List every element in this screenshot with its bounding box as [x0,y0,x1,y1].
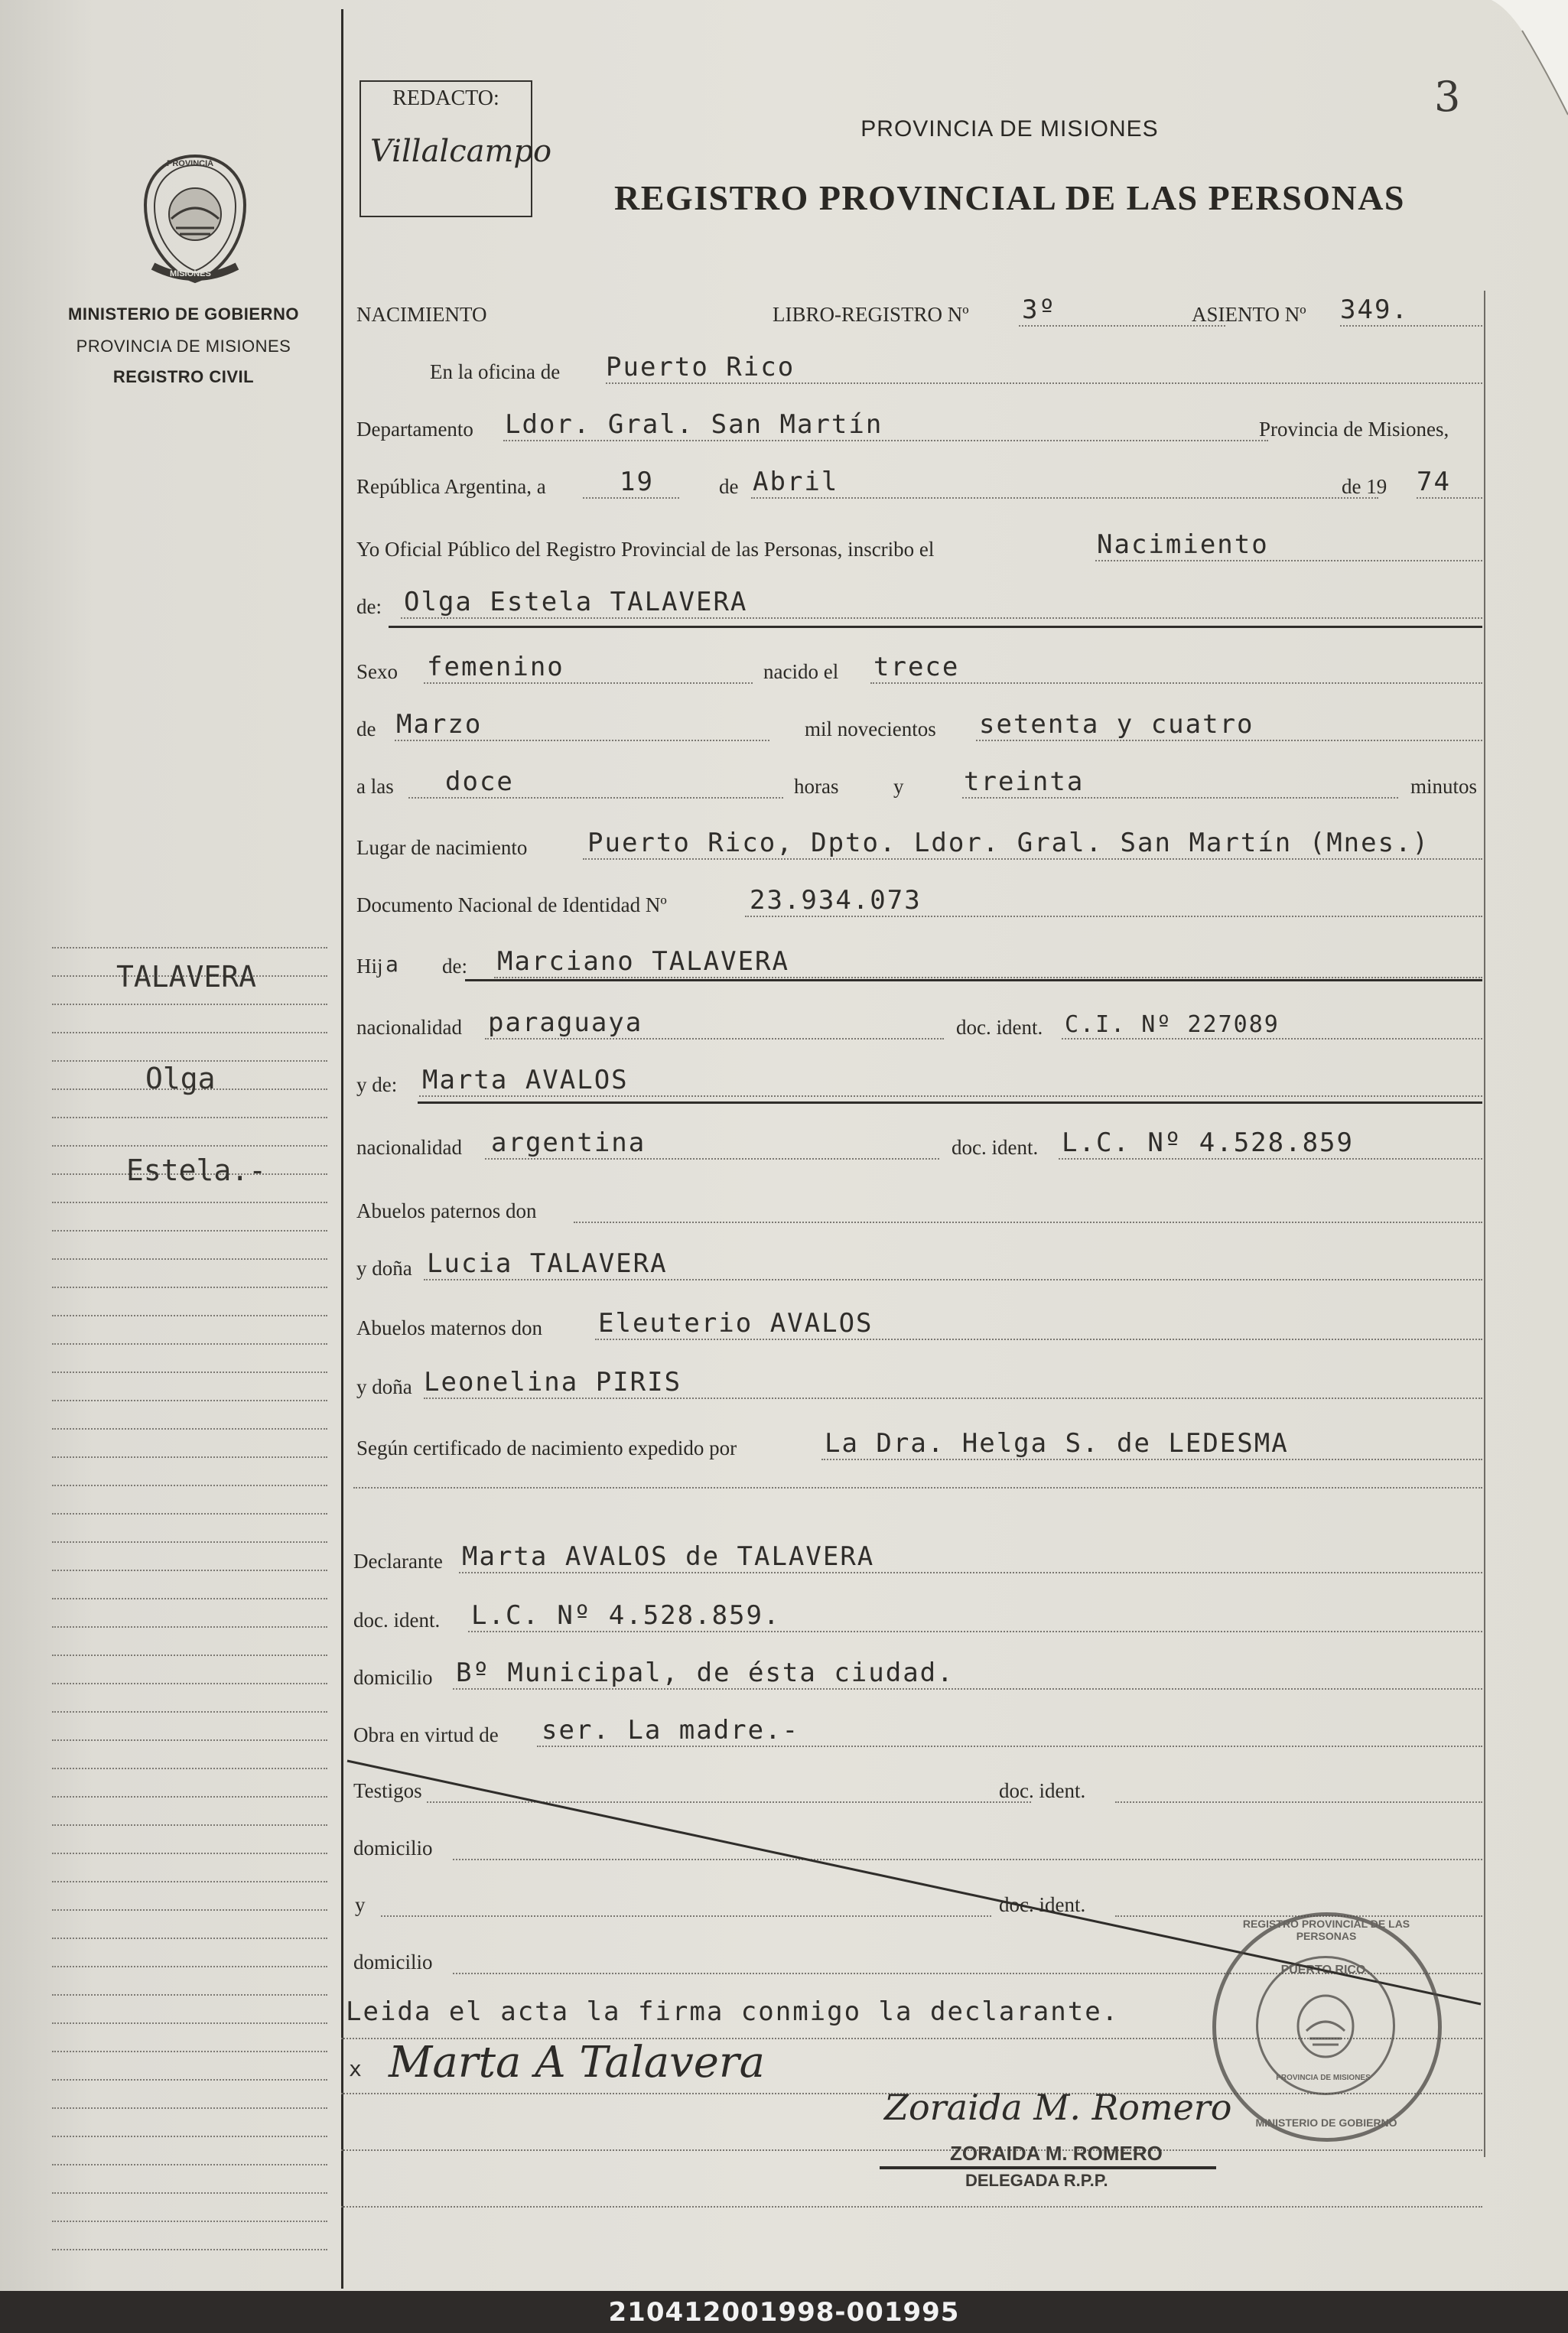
dotted-line [751,497,1378,499]
declarante-doc-value: L.C. Nº 4.528.859. [471,1600,781,1631]
officer-title: DELEGADA R.P.P. [965,2171,1108,2190]
dotted-line [1095,560,1482,561]
margin-line [52,1626,327,1628]
margin-line [52,1541,327,1543]
inscribo-value: Nacimiento [1097,529,1269,560]
row-nacimiento [353,293,1485,331]
leida-text: Leida el acta la firma conmigo la declarante. [346,1996,1120,2027]
row-obra [353,1713,1485,1752]
lugar-label: Lugar de nacimiento [356,836,528,859]
minutos-value: treinta [964,766,1085,797]
padre-nacionalidad-value: paraguaya [488,1007,643,1038]
mes-nacimiento-value: Marzo [396,709,483,740]
margin-line [52,2051,327,2052]
margin-line [52,1598,327,1599]
dotted-line [537,1746,1482,1747]
margin-line [52,1145,327,1147]
testigos-label: Testigos [353,1779,422,1802]
redacto-signature: Villalcampo [370,134,552,169]
row-persona [353,585,1485,623]
stamp-emblem-icon [1293,1991,1358,2061]
dotted-line [821,1459,1482,1460]
blank-dotted-line [353,1487,1482,1489]
anio-nacimiento-value: setenta y cuatro [979,709,1254,740]
mil-label: mil novecientos [805,717,936,740]
registry-stamp [1212,1912,1442,2142]
persona-value: Olga Estela TALAVERA [404,587,748,617]
dni-value: 23.934.073 [750,885,922,916]
margin-line [52,1909,327,1911]
officer-signature: Zoraida M. Romero [884,2087,1232,2128]
dotted-line [870,682,1482,684]
dni-label: Documento Nacional de Identidad Nº [356,893,667,916]
margin-line [52,2249,327,2250]
testigo-domicilio-label: domicilio [353,1837,433,1860]
testigo-y-label: y [355,1893,366,1916]
margin-line [52,1371,327,1373]
margin-line [52,1570,327,1571]
dotted-line [606,382,1482,384]
dotted-line [976,740,1482,741]
margin-line [52,2079,327,2081]
segun-value: La Dra. Helga S. de LEDESMA [825,1428,1289,1459]
stamp-province-text: PROVINCIA DE MISIONES [1276,2074,1371,2082]
asiento-label: ASIENTO Nº [1192,303,1306,326]
page-corner-curl [1492,0,1568,122]
dia-value: 19 [620,467,654,497]
dotted-line [424,682,753,684]
obra-value: ser. La madre.- [542,1715,800,1746]
republica-label: República Argentina, a [356,475,546,498]
margin-line [52,1739,327,1741]
margin-line [52,1117,327,1118]
margin-line [52,2192,327,2194]
seal-label-bottom: MISIONES [170,269,211,278]
row-fecha [353,465,1485,503]
margin-line [52,947,327,948]
section-rule [465,979,1482,981]
registry-title: REGISTRO PROVINCIAL DE LAS PERSONAS [613,178,1406,217]
declarante-signature: Marta A Talavera [389,2038,766,2087]
margin-line [52,1853,327,1854]
margin-line [52,1456,327,1458]
margin-line [52,1343,327,1345]
margin-line [52,1315,327,1316]
stamp-ministry-text: MINISTERIO DE GOBIERNO [1255,2117,1397,2129]
image-code: 210412001998-001995 [608,2297,960,2328]
footer-bar [0,2291,1568,2333]
departamento-label: Departamento [356,418,473,441]
stamp-registry-text: REGISTRO PROVINCIAL DE LAS PERSONAS [1242,1918,1410,1942]
dotted-line [485,1158,939,1160]
dotted-line [419,1095,1482,1097]
dotted-line [459,1572,1482,1573]
margin-line [52,1994,327,1996]
horas-label: horas [794,775,839,798]
margin-surname: TALAVERA [116,960,257,994]
y-de-label: y de: [356,1073,398,1096]
a-las-label: a las [356,775,394,798]
de-label: de [719,475,739,498]
dotted-line [424,1279,1482,1280]
margin-line [52,1400,327,1401]
y-dona-label-2: y doña [356,1375,412,1398]
dotted-line [583,858,1482,860]
doc-ident-label-2: doc. ident. [952,1136,1039,1159]
province-title: PROVINCIA DE MISIONES [860,116,1159,142]
abuela-materna-value: Leonelina PIRIS [424,1367,682,1398]
hij-suffix: a [385,952,400,977]
domicilio-label: domicilio [353,1666,433,1689]
margin-line [52,2107,327,2109]
dotted-line [494,977,1482,978]
margin-line [52,1287,327,1288]
row-anio-nacimiento [353,708,1485,746]
closing-dotted-line [341,2206,1482,2208]
margin-line [52,1004,327,1005]
oficina-label: En la oficina de [430,360,561,383]
dotted-line [401,617,1482,619]
margin-line [52,1202,327,1203]
dotted-line [424,1398,1482,1399]
row-padre-nacionalidad [353,1006,1485,1044]
margin-line [52,2136,327,2137]
row-abuelos-maternos [353,1306,1485,1345]
libro-label: LIBRO-REGISTRO Nº [773,303,969,326]
seal-label-top: PROVINCIA [167,159,214,168]
margin-line [52,1881,327,1882]
dotted-line [962,797,1398,799]
margin-line [52,2221,327,2222]
margin-line [52,1711,327,1713]
hij-de-label: de: [442,955,467,978]
nacimiento-label: NACIMIENTO [356,303,487,326]
redacto-box [359,80,552,217]
row-hijo [353,945,1485,983]
margin-line [52,1513,327,1515]
madre-value: Marta AVALOS [422,1065,629,1095]
padre-doc-value: C.I. Nº 227089 [1065,1011,1280,1038]
section-rule [418,1101,1482,1104]
dotted-line [1417,497,1482,499]
row-dni [353,883,1485,922]
provincia-label: Provincia de Misiones, [1259,418,1449,441]
row-domicilio [353,1656,1485,1694]
dotted-line [574,1222,1482,1223]
row-segun [353,1427,1485,1465]
dotted-line [485,1038,944,1040]
margin-line [52,1796,327,1798]
dotted-line [745,916,1482,917]
section-rule [389,626,1482,628]
dotted-line [468,1631,1482,1632]
abuelos-paternos-label: Abuelos paternos don [356,1199,537,1222]
redacto-label: REDACTO: [392,86,499,110]
margin-line [52,1230,327,1232]
abuelo-materno-value: Eleuterio AVALOS [598,1308,873,1339]
margin-line [52,1032,327,1033]
de-persona-label: de: [356,595,382,618]
dotted-line [395,740,769,741]
row-yo-oficial [353,528,1485,566]
testigo2-doc-label: doc. ident. [999,1893,1086,1916]
madre-doc-value: L.C. Nº 4.528.859 [1062,1127,1354,1158]
margin-first-name: Olga [145,1062,216,1095]
dotted-line [1340,325,1482,327]
libro-value: 3º [1022,294,1056,325]
x-mark: x [349,2056,363,2081]
row-abuela-paterna [353,1247,1485,1285]
dotted-line [595,1339,1482,1340]
margin-line [52,2022,327,2024]
officer-name: ZORAIDA M. ROMERO [950,2142,1163,2165]
sexo-label: Sexo [356,660,398,683]
row-departamento [353,408,1485,446]
doc-ident-label: doc. ident. [956,1016,1043,1039]
margin-line [52,1824,327,1826]
row-abuela-materna [353,1365,1485,1404]
margin-line [52,1258,327,1260]
margin-line [52,1428,327,1430]
ministry-name: MINISTERIO DE GOBIERNO [68,304,299,324]
lugar-value: Puerto Rico, Dpto. Ldor. Gral. San Martín (Mnes.) [587,828,1430,858]
margin-line [52,2164,327,2165]
provincial-seal-icon [138,151,252,285]
margin-line [52,1938,327,1939]
oficina-value: Puerto Rico [606,352,795,382]
departamento-value: Ldor. Gral. San Martín [505,409,883,440]
row-declarante [353,1540,1485,1578]
y-label: y [893,775,904,798]
abuela-paterna-value: Lucia TALAVERA [427,1248,668,1279]
row-sexo [353,650,1485,688]
padre-value: Marciano TALAVERA [497,946,789,977]
nacionalidad-label-2: nacionalidad [356,1136,462,1159]
testigo-doc-label: doc. ident. [999,1779,1086,1802]
declarante-value: Marta AVALOS de TALAVERA [462,1541,875,1572]
row-lugar [353,826,1485,864]
registry-office: REGISTRO CIVIL [112,367,255,386]
hij-label: Hij [356,955,383,978]
margin-line [52,1966,327,1967]
abuelos-maternos-label: Abuelos maternos don [356,1316,542,1339]
margin-line [52,1655,327,1656]
margin-line [52,1683,327,1684]
mes-value: Abril [753,467,839,497]
de-mes-label: de [356,717,376,740]
yo-oficial-label: Yo Oficial Público del Registro Provincial de las Personas, inscribo el [356,538,935,561]
row-abuelos-paternos [353,1189,1485,1228]
minutos-label: minutos [1410,775,1478,798]
province-name: PROVINCIA DE MISIONES [76,337,291,356]
asiento-value: 349. [1340,294,1409,325]
margin-line [52,1768,327,1769]
margin-line [52,1485,327,1486]
dotted-line [583,497,679,499]
row-madre-nacionalidad [353,1126,1485,1164]
margin-second-name: Estela.- [126,1153,267,1187]
nacido-label: nacido el [763,660,839,683]
closing-dotted-line [341,2149,1482,2151]
nacido-value: trece [873,652,960,682]
row-declarante-doc [353,1599,1485,1637]
dotted-line [1062,1038,1482,1040]
nacionalidad-label: nacionalidad [356,1016,462,1039]
page-number: 3 [1434,73,1461,121]
hora-value: doce [445,766,514,797]
anio-label: de 19 [1342,475,1387,498]
sexo-value: femenino [427,652,564,682]
dotted-line [1059,1158,1482,1160]
testigo2-domicilio-label: domicilio [353,1951,433,1973]
doc-ident-label-3: doc. ident. [353,1609,441,1632]
row-hora [353,765,1485,803]
dotted-line [503,440,1268,441]
row-madre [353,1063,1485,1101]
segun-label: Según certificado de nacimiento expedido por [356,1437,737,1459]
dotted-line [453,1688,1482,1690]
madre-nacionalidad-value: argentina [491,1127,646,1158]
signature-underline [880,2166,1216,2169]
stamp-city-text: PUERTO RICO [1280,1964,1366,1977]
y-dona-label: y doña [356,1257,412,1280]
domicilio-value: Bº Municipal, de ésta ciudad. [456,1658,955,1688]
row-oficina [353,350,1485,389]
declarante-label: Declarante [353,1550,443,1573]
obra-label: Obra en virtud de [353,1723,499,1746]
dotted-line [408,797,783,799]
anio-value: 74 [1417,467,1451,497]
